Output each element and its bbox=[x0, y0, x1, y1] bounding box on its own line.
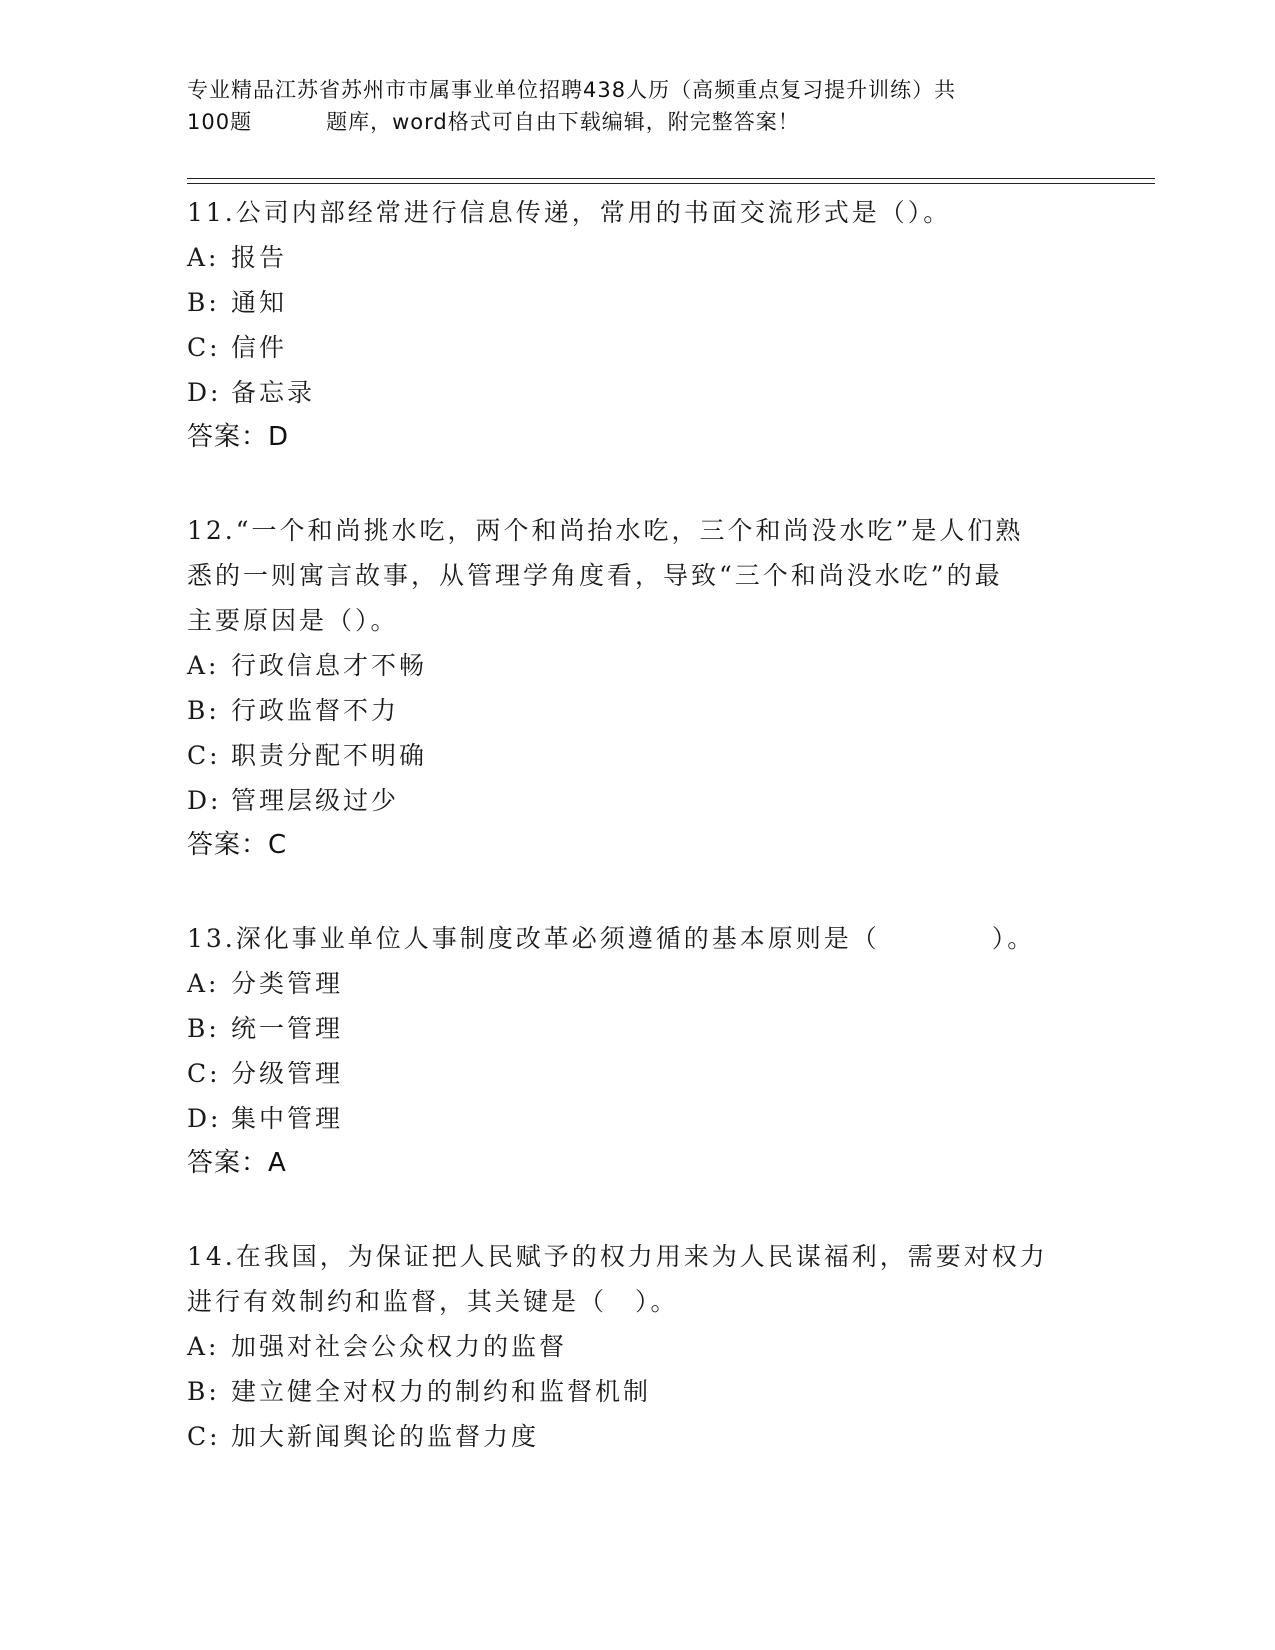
answer-line: 答案：A bbox=[187, 1148, 287, 1178]
header-divider-bottom bbox=[187, 183, 1155, 184]
option-text: 通知 bbox=[231, 288, 288, 317]
question-stem-line: 悉的一则寓言故事，从管理学角度看，导致“三个和尚没水吃”的最 bbox=[187, 561, 1003, 590]
question-12 bbox=[187, 508, 1087, 868]
option-text: 加强对社会公众权力的监督 bbox=[231, 1332, 568, 1361]
question-gap bbox=[187, 460, 1087, 508]
header-divider-top bbox=[187, 178, 1155, 179]
option-key: A: bbox=[187, 651, 220, 680]
option-d bbox=[187, 778, 1087, 823]
option-key: B: bbox=[187, 288, 220, 317]
option-text: 职责分配不明确 bbox=[231, 741, 428, 770]
header-title-line1: 专业精品江苏省苏州市市属事业单位招聘438人历（高频重点复习提升训练）共 bbox=[187, 78, 957, 102]
question-11 bbox=[187, 190, 1087, 460]
option-key: B: bbox=[187, 696, 220, 725]
option-a bbox=[187, 1324, 1087, 1369]
option-b bbox=[187, 1369, 1087, 1414]
header-question-count: 100题 bbox=[187, 110, 253, 134]
option-text: 统一管理 bbox=[231, 1014, 344, 1043]
option-text: 分级管理 bbox=[231, 1059, 344, 1088]
question-list bbox=[187, 190, 1087, 1459]
question-gap bbox=[187, 868, 1087, 916]
option-key: B: bbox=[187, 1377, 220, 1406]
option-key: C: bbox=[187, 741, 221, 770]
option-d bbox=[187, 1096, 1087, 1141]
answer-line: 答案：D bbox=[187, 422, 290, 452]
option-key: A: bbox=[187, 1332, 220, 1361]
option-d bbox=[187, 370, 1087, 415]
option-a bbox=[187, 235, 1087, 280]
question-gap bbox=[187, 1186, 1087, 1234]
option-key: B: bbox=[187, 1014, 220, 1043]
question-stem: 13.深化事业单位人事制度改革必须遵循的基本原则是（ ）。 bbox=[187, 924, 1036, 953]
option-c bbox=[187, 1051, 1087, 1096]
option-b bbox=[187, 688, 1087, 733]
option-key: C: bbox=[187, 1422, 221, 1451]
document-header bbox=[187, 74, 1067, 138]
option-c bbox=[187, 733, 1087, 778]
option-text: 备忘录 bbox=[231, 378, 316, 407]
option-key: D: bbox=[187, 378, 222, 407]
option-b bbox=[187, 280, 1087, 325]
option-key: D: bbox=[187, 786, 222, 815]
option-text: 加大新闻舆论的监督力度 bbox=[231, 1422, 540, 1451]
option-text: 行政监督不力 bbox=[231, 696, 400, 725]
option-text: 行政信息才不畅 bbox=[231, 651, 428, 680]
option-b bbox=[187, 1006, 1087, 1051]
option-text: 集中管理 bbox=[231, 1104, 344, 1133]
option-key: C: bbox=[187, 333, 221, 362]
answer-line: 答案：C bbox=[187, 830, 288, 860]
option-c bbox=[187, 325, 1087, 370]
question-stem-line: 主要原因是（）。 bbox=[187, 606, 399, 635]
option-key: A: bbox=[187, 969, 220, 998]
option-key: D: bbox=[187, 1104, 222, 1133]
option-a bbox=[187, 961, 1087, 1006]
header-description: 题库，word格式可自由下载编辑，附完整答案！ bbox=[326, 110, 800, 134]
option-text: 信件 bbox=[231, 333, 288, 362]
header-title-line2 bbox=[187, 106, 1067, 138]
option-c bbox=[187, 1414, 1087, 1459]
option-text: 管理层级过少 bbox=[231, 786, 400, 815]
question-13 bbox=[187, 916, 1087, 1186]
question-stem-line: 进行有效制约和监督，其关键是（ ）。 bbox=[187, 1287, 679, 1316]
question-stem-line: 14.在我国，为保证把人民赋予的权力用来为人民谋福利，需要对权力 bbox=[187, 1242, 1048, 1271]
option-a bbox=[187, 643, 1087, 688]
option-key: C: bbox=[187, 1059, 221, 1088]
option-text: 分类管理 bbox=[231, 969, 344, 998]
question-stem-line: 12.“一个和尚挑水吃，两个和尚抬水吃，三个和尚没水吃”是人们熟 bbox=[187, 516, 1024, 545]
question-stem: 11.公司内部经常进行信息传递，常用的书面交流形式是（）。 bbox=[187, 198, 952, 227]
option-text: 建立健全对权力的制约和监督机制 bbox=[231, 1377, 652, 1406]
option-key: A: bbox=[187, 243, 220, 272]
question-14 bbox=[187, 1234, 1087, 1459]
option-text: 报告 bbox=[231, 243, 288, 272]
